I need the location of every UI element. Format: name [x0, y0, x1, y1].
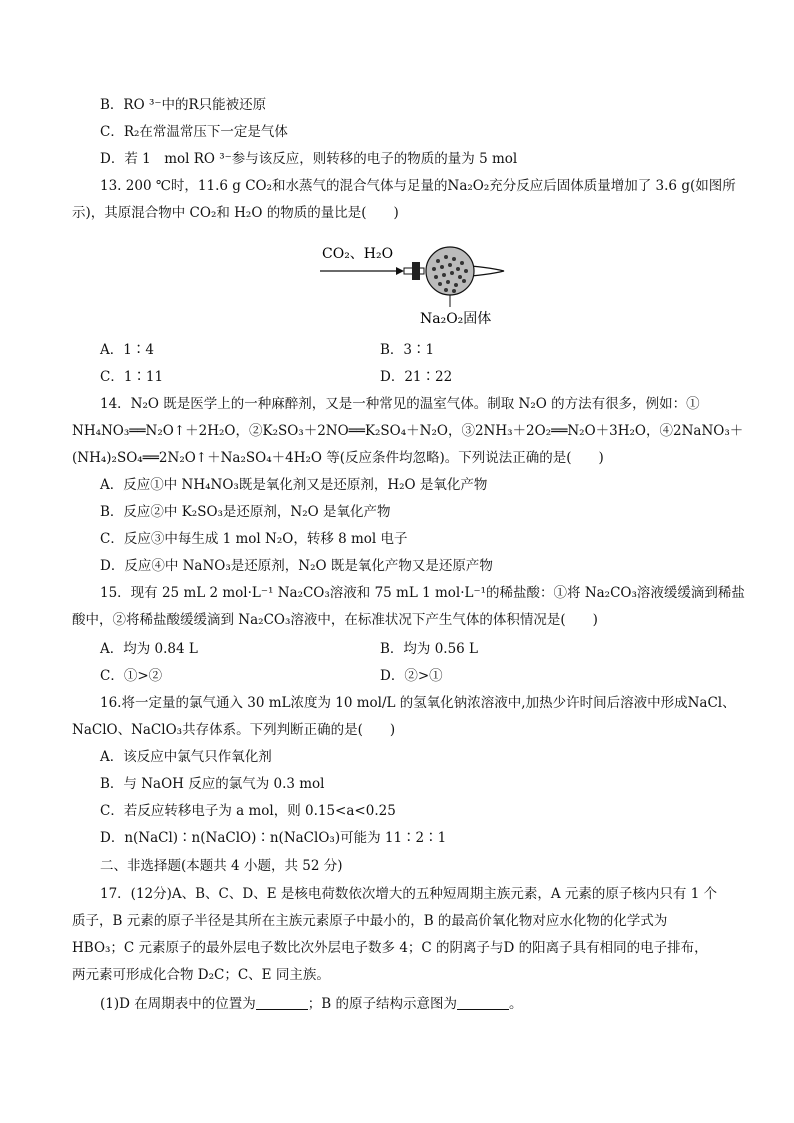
q17-sub1-text-a: (1)D 在周期表中的位置为 [100, 996, 256, 1012]
q14-stem-line-2: NH₄NO₃══N₂O↑＋2H₂O，②K₂SO₃＋2NO══K₂SO₄＋N₂O，③2NH₃＋2O₂══N₂O＋3H₂O，④2NaNO₃＋ [72, 423, 744, 439]
answer-blank-b-structure[interactable] [457, 995, 509, 1010]
q14-option-a: A．反应①中 NH₄NO₃既是氧化剂又是还原剂，H₂O 是氧化产物 [100, 477, 488, 493]
q17-stem-line-4: 两元素可形成化合物 D₂C；C、E 同主族。 [72, 967, 330, 983]
q13-option-a: A．1∶4 [100, 342, 154, 358]
q16-option-d: D．n(NaCl)∶n(NaClO)∶n(NaClO₃)可能为 11∶2∶1 [100, 830, 447, 846]
q12-option-d: D．若 1 mol RO ³⁻参与该反应，则转移的电子的物质的量为 5 mol [100, 151, 518, 167]
stopper [412, 262, 420, 280]
apparatus-svg [308, 235, 518, 330]
q15-option-b: B．均为 0.56 L [380, 641, 479, 657]
gas-label: CO₂、H₂O [322, 246, 394, 262]
q15-option-c: C．①>② [100, 668, 163, 684]
answer-blank-d-position[interactable] [256, 995, 308, 1010]
q14-option-c: C．反应③中每生成 1 mol N₂O，转移 8 mol 电子 [100, 531, 408, 547]
solid-label: Na₂O₂固体 [420, 311, 492, 327]
section-heading-nonchoice: 二、非选择题(本题共 4 小题，共 52 分) [100, 858, 343, 874]
q17-sub1-text-b: ；B 的原子结构示意图为 [307, 996, 457, 1012]
q17-stem-line-2: 质子，B 元素的原子半径是其所在主族元素原子中最小的，B 的最高价氧化物对应水化物的化学式为 [72, 913, 668, 929]
q16-option-c: C．若反应转移电子为 a mol，则 0.15<a<0.25 [100, 803, 396, 819]
q14-stem-line-1: 14．N₂O 既是医学上的一种麻醉剂，又是一种常见的温室气体。制取 N₂O 的方法有很多，例如：① [100, 396, 700, 412]
q17-sub1-text-c: 。 [508, 996, 523, 1012]
q13-stem-line-1: 13. 200 ℃时，11.6 g CO₂和水蒸气的混合气体与足量的Na₂O₂充分反应后固体质量增加了 3.6 g(如图所 [100, 178, 736, 194]
q15-option-a: A．均为 0.84 L [100, 641, 198, 657]
q15-option-d: D．②>① [380, 668, 443, 684]
q12-option-b: B．RO ³⁻中的R只能被还原 [100, 97, 267, 113]
q16-option-b: B．与 NaOH 反应的氯气为 0.3 mol [100, 776, 325, 792]
q13-stem-line-2: 示)，其原混合物中 CO₂和 H₂O 的物质的量比是( ) [72, 205, 399, 221]
q14-stem-line-3: (NH₄)₂SO₄══2N₂O↑＋Na₂SO₄＋4H₂O 等(反应条件均忽略)。下列说法正确的是( ) [72, 450, 604, 466]
q16-stem-line-2: NaClO、NaClO₃共存体系。下列判断正确的是( ) [72, 722, 396, 738]
flow-arrow-head [396, 267, 404, 275]
q17-subquestion-1 [100, 994, 522, 1014]
q16-stem-line-1: 16.将一定量的氯气通入 30 mL浓度为 10 mol/L 的氢氧化钠浓溶液中,加热少许时间后溶液中形成NaCl、 [100, 695, 736, 711]
q13-apparatus-figure [308, 235, 518, 330]
q13-option-d: D．21∶22 [380, 369, 453, 385]
q14-option-d: D．反应④中 NaNO₃是还原剂，N₂O 既是氧化产物又是还原产物 [100, 558, 493, 574]
q14-option-b: B．反应②中 K₂SO₃是还原剂，N₂O 是氧化产物 [100, 504, 391, 520]
q17-stem-line-3: HBO₃；C 元素原子的最外层电子数比次外层电子数多 4；C 的阴离子与D 的阳离子具有相同的电子排布， [72, 940, 708, 956]
q13-option-b: B．3∶1 [380, 342, 435, 358]
q12-option-c: C．R₂在常温常压下一定是气体 [100, 124, 288, 140]
q17-stem-line-1: 17．(12分)A、B、C、D、E 是核电荷数依次增大的五种短周期主族元素，A 元素的原子核内只有 1 个 [100, 886, 718, 902]
q15-stem-line-1: 15．现有 25 mL 2 mol·L⁻¹ Na₂CO₃溶液和 75 mL 1 mol·L⁻¹的稀盐酸：①将 Na₂CO₃溶液缓缓滴到稀盐 [100, 585, 745, 601]
q13-option-c: C．1∶11 [100, 369, 164, 385]
q15-stem-line-2: 酸中，②将稀盐酸缓缓滴到 Na₂CO₃溶液中，在标准状况下产生气体的体积情况是( ) [72, 612, 598, 628]
q16-option-a: A．该反应中氯气只作氧化剂 [100, 749, 272, 765]
